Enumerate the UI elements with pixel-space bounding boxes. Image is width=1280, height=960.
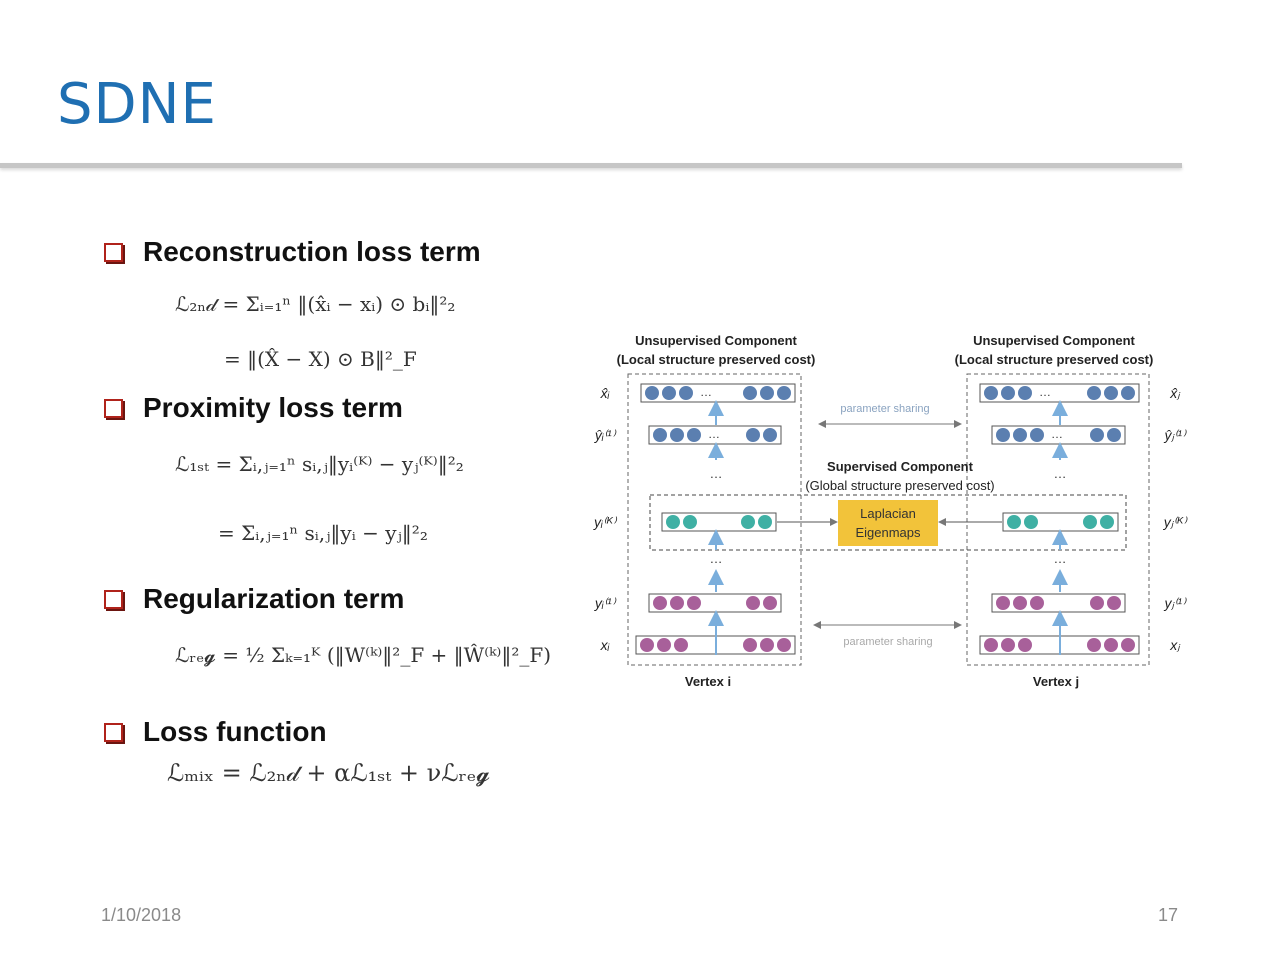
neuron [1121,386,1135,400]
neuron [741,515,755,529]
neuron [760,386,774,400]
vertical-ellipsis: … [1053,551,1067,566]
equation-loss-mix: ℒₘᵢₓ = ℒ₂ₙ𝒹 + αℒ₁ₛₜ + νℒᵣₑ𝓰 [167,759,491,787]
layer-label-right: xⱼ [1170,637,1180,653]
neuron [1104,638,1118,652]
neuron [996,428,1010,442]
unsup-left-title: Unsupervised Component [635,333,797,348]
neuron [777,386,791,400]
neuron [687,428,701,442]
layer-label-left: yᵢ⁽ᴷ⁾ [594,514,616,530]
neuron [777,638,791,652]
neuron [760,638,774,652]
neuron [687,596,701,610]
neuron [1001,638,1015,652]
neuron [1024,515,1038,529]
layer-label-left: ŷᵢ⁽¹⁾ [594,427,616,443]
neuron [758,515,772,529]
vertex-j-label: Vertex j [1032,674,1080,689]
neuron [1001,386,1015,400]
supervised-title: Supervised Component [827,459,973,474]
neuron [763,428,777,442]
neuron [996,596,1010,610]
neuron [1018,638,1032,652]
param-sharing-top-label: parameter sharing [840,403,930,415]
neuron [1087,386,1101,400]
neuron [746,428,760,442]
vertical-ellipsis: … [1053,466,1067,481]
neuron [743,386,757,400]
neuron [1107,596,1121,610]
neuron [1013,428,1027,442]
vertical-ellipsis: … [709,466,723,481]
neuron [657,638,671,652]
layer-label-right: yⱼ⁽ᴷ⁾ [1163,514,1187,530]
laplacian-label-2: Eigenmaps [855,525,921,540]
neuron [763,596,777,610]
layer-label-right: yⱼ⁽¹⁾ [1164,595,1186,611]
neuron [645,386,659,400]
neuron [683,515,697,529]
neuron [1018,386,1032,400]
layer-label-left: yᵢ⁽¹⁾ [594,595,616,611]
neuron [662,386,676,400]
unsup-left-subtitle: (Local structure preserved cost) [616,352,816,367]
equation-reconstruction-1: ℒ₂ₙ𝒹 = Σᵢ₌₁ⁿ ‖(x̂ᵢ − xᵢ) ⊙ bᵢ‖²₂ [175,292,456,316]
unsup-right-title: Unsupervised Component [973,333,1135,348]
slide-title: SDNE [57,72,217,137]
neuron [679,386,693,400]
neuron [1104,386,1118,400]
neuron [1083,515,1097,529]
neuron [1030,596,1044,610]
layer-label-left: x̂ᵢ [600,385,610,401]
neuron [674,638,688,652]
neuron [1090,428,1104,442]
equation-proximity-1: ℒ₁ₛₜ = Σᵢ,ⱼ₌₁ⁿ sᵢ,ⱼ‖yᵢ⁽ᴷ⁾ − yⱼ⁽ᴷ⁾‖²₂ [175,452,464,476]
slide-page-number: 17 [1158,905,1179,925]
neuron [984,386,998,400]
equation-proximity-2: = Σᵢ,ⱼ₌₁ⁿ sᵢ,ⱼ‖yᵢ − yⱼ‖²₂ [218,521,428,545]
ellipsis: … [1051,427,1063,441]
neuron [653,428,667,442]
ellipsis: … [708,427,720,441]
bullet-label: Reconstruction loss term [143,236,481,267]
equation-reconstruction-2: = ‖(X̂ − X) ⊙ B‖²_F [224,347,417,371]
neuron [1090,596,1104,610]
neuron [984,638,998,652]
neuron [666,515,680,529]
neuron [1107,428,1121,442]
laplacian-label-1: Laplacian [860,506,916,521]
unsup-right-subtitle: (Local structure preserved cost) [954,352,1154,367]
neuron [1030,428,1044,442]
vertex-i-label: Vertex i [684,674,732,689]
layer-y1-right [992,594,1125,612]
ellipsis: … [700,385,712,399]
neuron [1121,638,1135,652]
param-sharing-bottom-label: parameter sharing [843,636,933,648]
neuron [746,596,760,610]
neuron [1013,596,1027,610]
layer-label-left: xᵢ [600,637,610,653]
bullet-label: Proximity loss term [143,392,403,423]
slide-date: 1/10/2018 [101,905,182,925]
neuron [1007,515,1021,529]
neuron [670,596,684,610]
layer-label-right: ŷⱼ⁽¹⁾ [1164,427,1186,443]
neuron [743,638,757,652]
layer-label-right: x̂ⱼ [1170,385,1180,401]
neuron [640,638,654,652]
vertical-ellipsis: … [709,551,723,566]
bullet-label: Loss function [143,716,327,747]
neuron [1087,638,1101,652]
layer-y1-left [649,594,781,612]
equation-regularization: ℒᵣₑ𝓰 = ½ Σₖ₌₁ᴷ (‖W⁽ᵏ⁾‖²_F + ‖Ŵ⁽ᵏ⁾‖²_F) [175,643,552,667]
ellipsis: … [1039,385,1051,399]
bullet-label: Regularization term [143,583,405,614]
neuron [670,428,684,442]
supervised-subtitle: (Global structure preserved cost) [805,478,995,493]
neuron [653,596,667,610]
neuron [1100,515,1114,529]
